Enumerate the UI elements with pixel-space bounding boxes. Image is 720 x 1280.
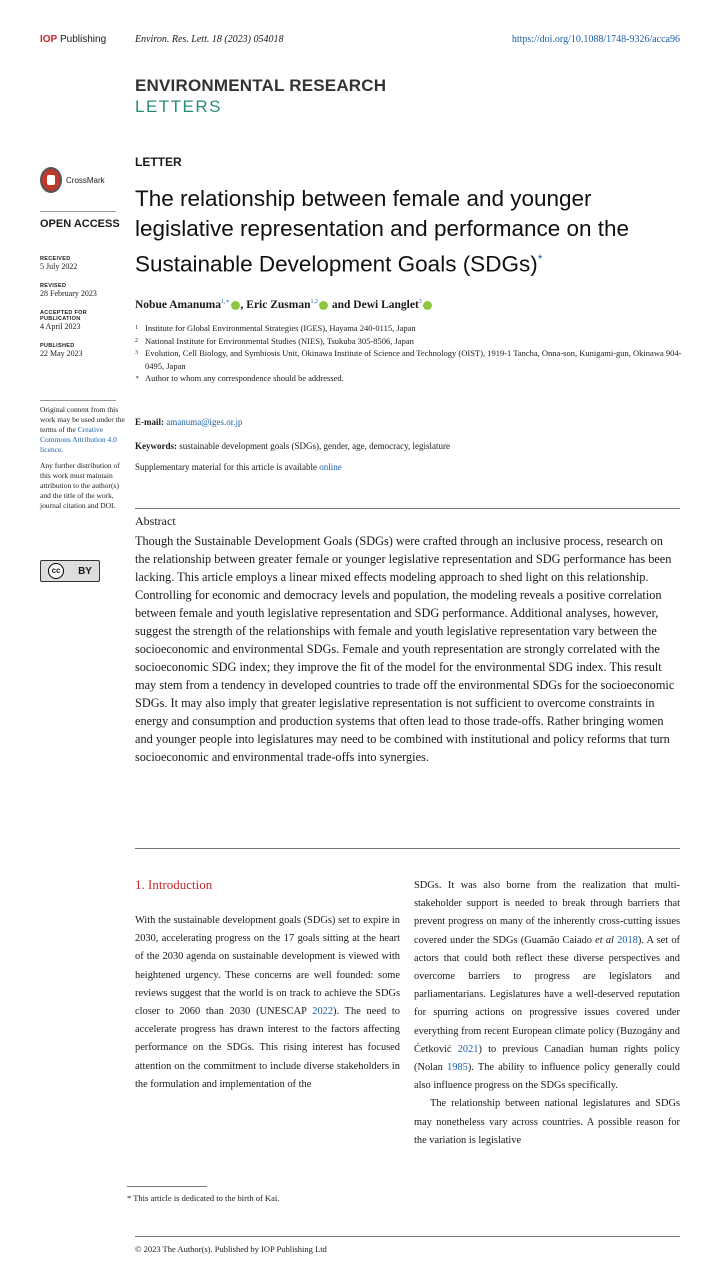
- date-label: RECEIVED: [40, 256, 71, 262]
- affiliation-list: [135, 322, 685, 385]
- supplementary-note: [135, 462, 342, 472]
- journal-title-line1: ENVIRONMENTAL RESEARCH: [135, 76, 387, 95]
- crossmark-badge[interactable]: [40, 167, 105, 193]
- copyright-footer: © 2023 The Author(s). Published by IOP Publishing Ltd: [135, 1244, 327, 1254]
- email-label: E-mail:: [135, 417, 167, 427]
- affiliation-item: [135, 372, 685, 385]
- affiliation-number: ∗: [135, 375, 140, 381]
- article-dates: [40, 256, 120, 370]
- body-text: ). A set of actors that could both reflect these diverse perspectives and overcome barriers to progress are legislators and parliamentarians. Legislatures have a well-deserved reputation for spurring actions on progressive issues covered under everything from recent European climate policy (Buzogány and Ćetković: [414, 934, 680, 1055]
- author-affil-sup: 1,2: [310, 299, 318, 305]
- license-link[interactable]: Creative Commons Attribution 4.0 licence.: [40, 425, 117, 454]
- open-access-label: OPEN ACCESS: [40, 218, 120, 230]
- divider: [40, 400, 116, 401]
- supplementary-text: Supplementary material for this article is available: [135, 462, 320, 472]
- affiliation-text: Institute for Global Environmental Strategies (IGES), Hayama 240-0115, Japan: [145, 323, 416, 333]
- divider: [135, 508, 680, 509]
- cc-by-label: BY: [78, 565, 92, 577]
- author-list: [135, 298, 433, 311]
- journal-reference: Environ. Res. Lett. 18 (2023) 054018: [135, 34, 284, 45]
- publisher-logo-iop: IOP: [40, 34, 58, 45]
- divider: [40, 211, 116, 212]
- affiliation-text: National Institute for Environmental Studies (NIES), Tsukuba 305-8506, Japan: [145, 335, 414, 346]
- author-affil-sup: 1,∗: [220, 299, 230, 305]
- publisher-logo-text: Publishing: [57, 34, 107, 45]
- affiliation-text: Author to whom any correspondence should be addressed.: [145, 373, 344, 383]
- keywords-label: Keywords:: [135, 441, 180, 451]
- article-title: [135, 184, 685, 280]
- footnote: * This article is dedicated to the birth of Kai.: [127, 1193, 280, 1203]
- crossmark-icon: [40, 167, 62, 193]
- body-text: ). The need to accelerate progress has drawn interest to the factors affecting performance on the SDGs. This rising interest has focused attention on the commitment to include diverse stakeholders in the formulation and implementation of the: [135, 1006, 400, 1090]
- date-value: 22 May 2023: [40, 349, 83, 358]
- cc-icon: cc: [48, 563, 64, 579]
- divider: [135, 848, 680, 849]
- cc-by-badge[interactable]: [40, 560, 100, 582]
- orcid-icon[interactable]: [231, 301, 240, 310]
- license-text: [40, 405, 125, 511]
- author-separator: and: [329, 298, 354, 311]
- date-label: ACCEPTED FOR PUBLICATION: [40, 310, 87, 322]
- license-intro: Original content from this work may be used under the terms of the: [40, 405, 125, 434]
- title-footnote-mark[interactable]: *: [537, 252, 543, 266]
- corresponding-email: [135, 417, 243, 427]
- affiliation-number: 3: [135, 350, 138, 356]
- keywords-text: sustainable development goals (SDGs), gender, age, democracy, legislature: [179, 441, 450, 451]
- body-column-right: [414, 877, 680, 1150]
- supplementary-link[interactable]: online: [319, 462, 342, 472]
- citation-link[interactable]: 1985: [447, 1062, 468, 1074]
- keywords: [135, 441, 450, 451]
- divider: [135, 1236, 680, 1237]
- date-label: PUBLISHED: [40, 343, 75, 349]
- affiliation-item: [135, 335, 685, 348]
- affiliation-text: Evolution, Cell Biology, and Symbiosis Unit, Okinawa Institute of Science and Technology (OIST), 1919-1 Tancha, Onna-son, Kunigami-gun, Okinawa 904-0495, Japan: [145, 348, 682, 371]
- body-text: SDGs. It was also borne from the realization that multi-stakeholder support is needed to break through barriers that prevent progress on many of the inherently cross-cutting issues covered under the SDGs (Guamão Caiado: [414, 880, 680, 946]
- affiliation-item: [135, 322, 685, 335]
- publisher-logo[interactable]: [40, 34, 106, 45]
- article-type: LETTER: [135, 155, 182, 169]
- footnote-divider: [127, 1186, 207, 1187]
- email-link[interactable]: amanuma@iges.or.jp: [166, 417, 243, 427]
- date-value: 28 February 2023: [40, 289, 97, 298]
- crossmark-label: CrossMark: [66, 175, 105, 185]
- abstract-heading: Abstract: [135, 514, 176, 528]
- affiliation-number: 2: [135, 337, 138, 344]
- journal-title-line2: LETTERS: [135, 97, 223, 116]
- body-paragraph: [414, 877, 680, 1095]
- license-further: Any further distribution of this work must maintain attribution to the author(s) and the title of the work, journal citation and DOI.: [40, 461, 120, 510]
- orcid-icon[interactable]: [423, 301, 432, 310]
- citation-link[interactable]: 2021: [457, 1043, 479, 1055]
- body-text: ). The ability to influence policy generally could also influence progress on the SDGs specifically.: [414, 1062, 680, 1092]
- section-heading: 1. Introduction: [135, 877, 213, 892]
- body-column-left: [135, 912, 400, 1094]
- article-title-text: The relationship between female and younger legislative representation and performance on the Sustainable Development Goals (SDGs): [135, 186, 630, 277]
- author-separator: ,: [240, 298, 247, 311]
- author-affil-sup: 3: [418, 299, 422, 305]
- body-paragraph: The relationship between national legislatures and SDGs may nonetheless vary across countries. A possible reason for the variation is legislative: [414, 1098, 680, 1146]
- doi-link[interactable]: https://doi.org/10.1088/1748-9326/acca96: [511, 34, 680, 45]
- date-label: REVISED: [40, 283, 67, 289]
- date-value: 4 April 2023: [40, 322, 81, 331]
- author-name[interactable]: Nobue Amanuma: [135, 298, 221, 311]
- author-name[interactable]: Eric Zusman: [246, 298, 311, 311]
- citation-link[interactable]: 2022: [312, 1006, 334, 1018]
- orcid-icon[interactable]: [319, 301, 328, 310]
- body-text: ) to previous Canadian human rights policy (Nolan: [414, 1043, 680, 1074]
- affiliation-number: 1: [135, 325, 138, 331]
- body-text: With the sustainable development goals (SDGs) set to expire in 2030, accelerating progress on the 17 goals sitting at the heart of the 2030 agenda on sustainable development is viewed with heightened urgency. These concerns are well founded: some reviews suggest that the world is on track to achieve the SDGs closer to 2060 than 2030 (UNESCAP: [135, 915, 400, 1018]
- body-text-italic: et al: [595, 934, 614, 946]
- citation-link[interactable]: 2018: [613, 934, 638, 946]
- affiliation-item: [135, 347, 685, 372]
- date-value: 5 July 2022: [40, 262, 78, 271]
- abstract-text: Though the Sustainable Development Goals (SDGs) were crafted through an inclusive process, research on the relationship between greater female or younger legislative representation and SDG performance has been lacking. This article employs a linear mixed effects modeling approach to shed light on this relationship. Controlling for economic and democracy levels and population, the modeling reveals a positive correlation between female and youth legislative representation and SDG performance. Additional analyses, however, suggest the strength of the relationships with female and youth legislative representation vary between the socioeconomic and environmental SDGs. Female and youth representation are strongly correlated with the socioeconomic SDG index; they improve the fit of the model for the environmental SDG index. This result may stem from a tendency in developed countries to trade off the environmental SDGs for the socioeconomic SDGs. It may also imply that greater legislative representation is not sufficient to overcome constraints in energy and consumption and production systems that often lead to those trade-offs. Rather bringing women and younger people into legislatures may need to be combined with institutional and policy reforms that turn socioeconomic and environmental trade-offs into synergies.: [135, 534, 675, 764]
- author-name[interactable]: Dewi Langlet: [353, 298, 419, 311]
